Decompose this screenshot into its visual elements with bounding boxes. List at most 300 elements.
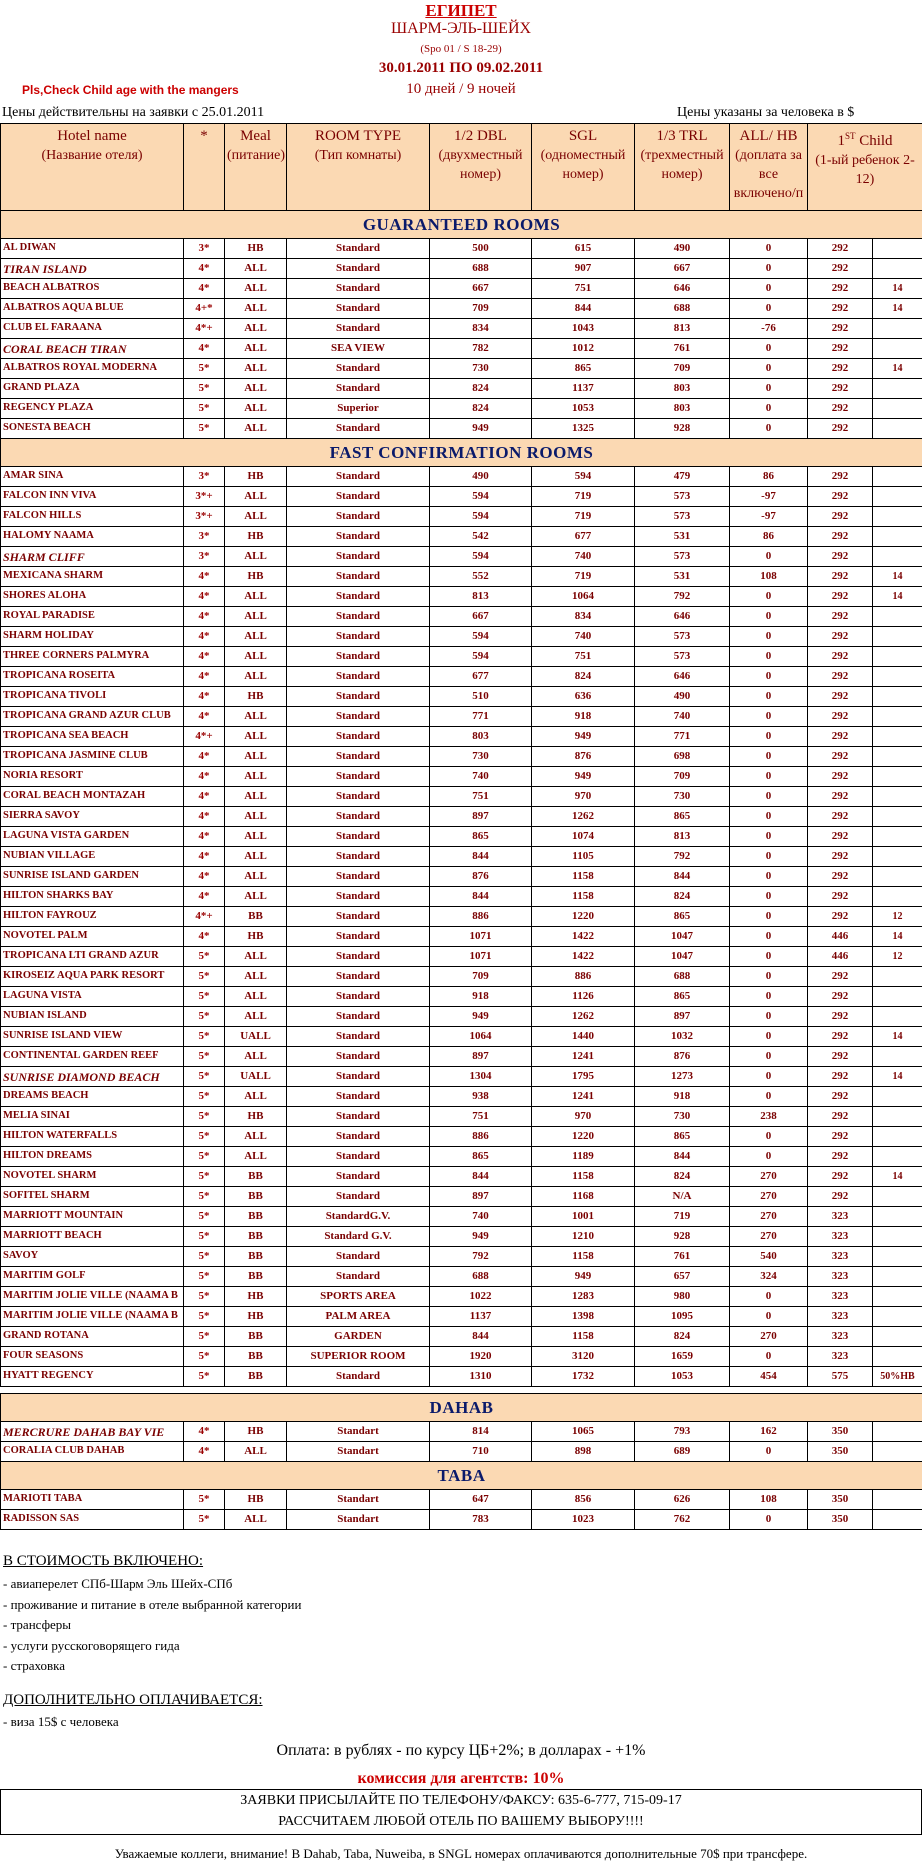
all-hb-supplement-cell: 0 [730, 707, 808, 727]
child-age-cell [873, 1490, 922, 1510]
list-item: - виза 15$ с человека [3, 1714, 119, 1729]
col-trl: 1/3 TRL (трехместный номер) [635, 124, 730, 211]
meal-cell: ALL [225, 787, 287, 807]
table-row [1, 379, 922, 399]
stars-cell: 4* [184, 627, 225, 647]
all-hb-supplement-cell: 0 [730, 867, 808, 887]
room-type-cell: Standard [287, 627, 430, 647]
hotel-name-cell: LAGUNA VISTA GARDEN [1, 827, 184, 847]
dbl-price-cell: 1071 [430, 927, 532, 947]
sgl-price-cell: 1158 [532, 1167, 635, 1187]
hotel-name-cell: HILTON DREAMS [1, 1147, 184, 1167]
trl-price-cell: 573 [635, 507, 730, 527]
trl-price-cell: 803 [635, 399, 730, 419]
sgl-price-cell: 1158 [532, 867, 635, 887]
meal-cell: ALL [225, 279, 287, 299]
meal-cell: ALL [225, 1147, 287, 1167]
sgl-price-cell: 1220 [532, 1127, 635, 1147]
table-row [1, 1227, 922, 1247]
meal-cell: BB [225, 1207, 287, 1227]
meal-cell: HB [225, 1307, 287, 1327]
table-row [1, 1207, 922, 1227]
trl-price-cell: N/A [635, 1187, 730, 1207]
table-row [1, 319, 922, 339]
hotel-name-cell: SUNRISE ISLAND VIEW [1, 1027, 184, 1047]
meal-cell: ALL [225, 259, 287, 279]
price-table [0, 123, 922, 1530]
trl-price-cell: 1273 [635, 1067, 730, 1087]
child-age-cell [873, 1422, 922, 1442]
meal-cell: UALL [225, 1027, 287, 1047]
stars-cell: 5* [184, 1027, 225, 1047]
stars-cell: 5* [184, 1267, 225, 1287]
col-sgl: SGL (одноместный номер) [532, 124, 635, 211]
dbl-price-cell: 552 [430, 567, 532, 587]
stars-cell: 5* [184, 1147, 225, 1167]
section-header [1, 1462, 922, 1490]
stars-cell: 3*+ [184, 507, 225, 527]
child-age-cell [873, 887, 922, 907]
hotel-name-cell: RADISSON SAS [1, 1510, 184, 1530]
trl-price-cell: 824 [635, 1167, 730, 1187]
room-type-cell: Standard [287, 687, 430, 707]
stars-cell: 3*+ [184, 487, 225, 507]
dbl-price-cell: 710 [430, 1442, 532, 1462]
room-type-cell: Standard [287, 379, 430, 399]
dbl-price-cell: 647 [430, 1490, 532, 1510]
room-type-cell: Standard [287, 987, 430, 1007]
meal-cell: ALL [225, 667, 287, 687]
child-age-note: Pls,Check Child age with the mangers [22, 83, 239, 97]
table-row [1, 1367, 922, 1387]
stars-cell: 5* [184, 379, 225, 399]
hotel-name-cell: HILTON FAYROUZ [1, 907, 184, 927]
trl-price-cell: 573 [635, 627, 730, 647]
stars-cell: 5* [184, 1490, 225, 1510]
all-hb-supplement-cell: 108 [730, 567, 808, 587]
stars-cell: 4* [184, 339, 225, 359]
room-type-cell: Standart [287, 1422, 430, 1442]
included-title: В СТОИМОСТЬ ВКЛЮЧЕНО: [3, 1553, 204, 1569]
child-age-cell [873, 547, 922, 567]
trl-price-cell: 709 [635, 767, 730, 787]
child-price-cell: 323 [808, 1207, 873, 1227]
table-row [1, 1307, 922, 1327]
section-title: DAHAB [1, 1394, 922, 1422]
room-type-cell: Standard [287, 1267, 430, 1287]
dbl-price-cell: 510 [430, 687, 532, 707]
dbl-price-cell: 844 [430, 887, 532, 907]
stars-cell: 3* [184, 239, 225, 259]
dbl-price-cell: 751 [430, 787, 532, 807]
room-type-cell: Superior [287, 399, 430, 419]
all-hb-supplement-cell: 0 [730, 807, 808, 827]
table-row [1, 1107, 922, 1127]
child-age-cell [873, 1227, 922, 1247]
child-price-cell: 292 [808, 1127, 873, 1147]
dbl-price-cell: 500 [430, 239, 532, 259]
stars-cell: 5* [184, 1367, 225, 1387]
hotel-name-cell: AL DIWAN [1, 239, 184, 259]
child-age-cell [873, 1307, 922, 1327]
child-price-cell: 292 [808, 647, 873, 667]
stars-cell: 5* [184, 1047, 225, 1067]
child-price-cell: 292 [808, 867, 873, 887]
stars-cell: 3* [184, 467, 225, 487]
hotel-name-cell: HYATT REGENCY [1, 1367, 184, 1387]
child-price-cell: 575 [808, 1367, 873, 1387]
sgl-price-cell: 1043 [532, 319, 635, 339]
sgl-price-cell: 1440 [532, 1027, 635, 1047]
meal-cell: ALL [225, 827, 287, 847]
all-hb-supplement-cell: -97 [730, 507, 808, 527]
hotel-name-cell: BEACH ALBATROS [1, 279, 184, 299]
hotel-name-cell: SIERRA SAVOY [1, 807, 184, 827]
child-price-cell: 446 [808, 927, 873, 947]
child-age-cell [873, 239, 922, 259]
dbl-price-cell: 1064 [430, 1027, 532, 1047]
meal-cell: ALL [225, 727, 287, 747]
hotel-name-cell: ALBATROS AQUA BLUE [1, 299, 184, 319]
dbl-price-cell: 782 [430, 339, 532, 359]
room-type-cell: Standart [287, 1510, 430, 1530]
section-title: TABA [1, 1462, 922, 1490]
trl-price-cell: 688 [635, 967, 730, 987]
all-hb-supplement-cell: 270 [730, 1187, 808, 1207]
meal-cell: ALL [225, 887, 287, 907]
contact-slogan: РАССЧИТАЕМ ЛЮБОЙ ОТЕЛЬ ПО ВАШЕМУ ВЫБОРУ!!!! [278, 1814, 644, 1829]
child-price-cell: 292 [808, 527, 873, 547]
sgl-price-cell: 1220 [532, 907, 635, 927]
child-age-cell [873, 339, 922, 359]
table-row [1, 527, 922, 547]
trl-price-cell: 1053 [635, 1367, 730, 1387]
room-type-cell: GARDEN [287, 1327, 430, 1347]
meal-cell: BB [225, 1227, 287, 1247]
table-row [1, 827, 922, 847]
meal-cell: BB [225, 1367, 287, 1387]
stars-cell: 4*+ [184, 907, 225, 927]
child-price-cell: 292 [808, 807, 873, 827]
extra-list [3, 1714, 119, 1730]
all-hb-supplement-cell: 86 [730, 467, 808, 487]
child-price-cell: 292 [808, 667, 873, 687]
trl-price-cell: 1659 [635, 1347, 730, 1367]
stars-cell: 5* [184, 967, 225, 987]
all-hb-supplement-cell: 0 [730, 587, 808, 607]
agency-commission: комиссия для агентств: 10% [357, 1770, 565, 1787]
all-hb-supplement-cell: 0 [730, 1307, 808, 1327]
stars-cell: 4*+ [184, 319, 225, 339]
meal-cell: ALL [225, 299, 287, 319]
child-price-cell: 323 [808, 1287, 873, 1307]
stars-cell: 4* [184, 807, 225, 827]
child-price-cell: 292 [808, 827, 873, 847]
room-type-cell: Standard [287, 467, 430, 487]
room-type-cell: Standard [287, 279, 430, 299]
room-type-cell: Standard [287, 707, 430, 727]
dbl-price-cell: 897 [430, 1047, 532, 1067]
child-age-cell [873, 527, 922, 547]
child-price-cell: 323 [808, 1327, 873, 1347]
dbl-price-cell: 897 [430, 1187, 532, 1207]
meal-cell: ALL [225, 379, 287, 399]
dbl-price-cell: 783 [430, 1510, 532, 1530]
table-row [1, 567, 922, 587]
sgl-price-cell: 751 [532, 279, 635, 299]
table-row [1, 399, 922, 419]
included-list [3, 1574, 301, 1677]
hotel-name-cell: CORAL BEACH TIRAN [1, 339, 184, 359]
room-type-cell: Standard [287, 1107, 430, 1127]
child-price-cell: 323 [808, 1227, 873, 1247]
sgl-price-cell: 844 [532, 299, 635, 319]
trl-price-cell: 657 [635, 1267, 730, 1287]
list-item: - услуги русскоговорящего гида [3, 1637, 180, 1653]
sgl-price-cell: 876 [532, 747, 635, 767]
child-price-cell: 292 [808, 1087, 873, 1107]
trl-price-cell: 980 [635, 1287, 730, 1307]
child-price-cell: 292 [808, 1187, 873, 1207]
dbl-price-cell: 865 [430, 827, 532, 847]
child-age-cell [873, 967, 922, 987]
contact-phone: ЗАЯВКИ ПРИСЫЛАЙТЕ ПО ТЕЛЕФОНУ/ФАКСУ: 635-6-777, 715-09-17 [240, 1793, 682, 1808]
child-age-cell [873, 727, 922, 747]
all-hb-supplement-cell: 0 [730, 787, 808, 807]
child-age-cell [873, 1007, 922, 1027]
list-item: - трансферы [3, 1617, 72, 1632]
trl-price-cell: 761 [635, 1247, 730, 1267]
stars-cell: 5* [184, 1167, 225, 1187]
meal-cell: ALL [225, 767, 287, 787]
dbl-price-cell: 824 [430, 399, 532, 419]
all-hb-supplement-cell: 454 [730, 1367, 808, 1387]
stars-cell: 5* [184, 419, 225, 439]
child-price-cell: 292 [808, 967, 873, 987]
child-age-cell [873, 867, 922, 887]
room-type-cell: Standard [287, 647, 430, 667]
room-type-cell: Standard [287, 607, 430, 627]
dbl-price-cell: 844 [430, 847, 532, 867]
meal-cell: ALL [225, 507, 287, 527]
all-hb-supplement-cell: 0 [730, 1147, 808, 1167]
trl-price-cell: 876 [635, 1047, 730, 1067]
table-row [1, 1327, 922, 1347]
room-type-cell: Standard [287, 747, 430, 767]
child-age-cell [873, 319, 922, 339]
child-price-cell: 292 [808, 587, 873, 607]
hotel-name-cell: TROPICANA JASMINE CLUB [1, 747, 184, 767]
room-type-cell: SPORTS AREA [287, 1287, 430, 1307]
stars-cell: 4* [184, 747, 225, 767]
hotel-name-cell: NORIA RESORT [1, 767, 184, 787]
child-price-cell: 292 [808, 487, 873, 507]
dbl-price-cell: 730 [430, 359, 532, 379]
dbl-price-cell: 740 [430, 767, 532, 787]
child-age-cell [873, 987, 922, 1007]
trl-price-cell: 813 [635, 319, 730, 339]
trl-price-cell: 897 [635, 1007, 730, 1027]
child-age-cell [873, 399, 922, 419]
dbl-price-cell: 1920 [430, 1347, 532, 1367]
sgl-price-cell: 1074 [532, 827, 635, 847]
all-hb-supplement-cell: 270 [730, 1227, 808, 1247]
dbl-price-cell: 1310 [430, 1367, 532, 1387]
table-row [1, 987, 922, 1007]
child-price-cell: 292 [808, 1107, 873, 1127]
child-price-cell: 292 [808, 1147, 873, 1167]
meal-cell: HB [225, 927, 287, 947]
room-type-cell: Standard [287, 1247, 430, 1267]
trl-price-cell: 490 [635, 687, 730, 707]
child-price-cell: 350 [808, 1510, 873, 1530]
room-type-cell: Standard [287, 1187, 430, 1207]
meal-cell: ALL [225, 587, 287, 607]
stars-cell: 4* [184, 927, 225, 947]
list-item: - страховка [3, 1658, 65, 1673]
section-header [1, 211, 922, 239]
sgl-price-cell: 1732 [532, 1367, 635, 1387]
child-age-cell: 12 [873, 907, 922, 927]
payment-terms: Оплата: в рублях - по курсу ЦБ+2%; в долларах - +1% [276, 1742, 646, 1759]
sgl-price-cell: 898 [532, 1442, 635, 1462]
sgl-price-cell: 1158 [532, 1327, 635, 1347]
meal-cell: BB [225, 1167, 287, 1187]
room-type-cell: Standard [287, 527, 430, 547]
all-hb-supplement-cell: 0 [730, 1067, 808, 1087]
all-hb-supplement-cell: 0 [730, 1127, 808, 1147]
all-hb-supplement-cell: 0 [730, 1007, 808, 1027]
sgl-price-cell: 1168 [532, 1187, 635, 1207]
all-hb-supplement-cell: -76 [730, 319, 808, 339]
stars-cell: 3* [184, 527, 225, 547]
stars-cell: 5* [184, 1087, 225, 1107]
meal-cell: ALL [225, 707, 287, 727]
meal-cell: ALL [225, 419, 287, 439]
room-type-cell: Standard [287, 727, 430, 747]
child-age-cell [873, 419, 922, 439]
meal-cell: ALL [225, 487, 287, 507]
child-price-cell: 292 [808, 707, 873, 727]
dbl-price-cell: 594 [430, 507, 532, 527]
child-age-cell [873, 1147, 922, 1167]
all-hb-supplement-cell: 270 [730, 1327, 808, 1347]
meal-cell: ALL [225, 1047, 287, 1067]
sgl-price-cell: 1210 [532, 1227, 635, 1247]
child-price-cell: 292 [808, 339, 873, 359]
child-price-cell: 292 [808, 359, 873, 379]
meal-cell: HB [225, 239, 287, 259]
all-hb-supplement-cell: 0 [730, 907, 808, 927]
child-age-cell [873, 1087, 922, 1107]
trl-price-cell: 824 [635, 887, 730, 907]
stars-cell: 5* [184, 1107, 225, 1127]
room-type-cell: Standard [287, 319, 430, 339]
table-row [1, 239, 922, 259]
trl-price-cell: 689 [635, 1442, 730, 1462]
hotel-name-cell: SHARM HOLIDAY [1, 627, 184, 647]
table-row [1, 1247, 922, 1267]
all-hb-supplement-cell: 0 [730, 607, 808, 627]
hotel-name-cell: TIRAN ISLAND [1, 259, 184, 279]
table-row [1, 259, 922, 279]
sgl-price-cell: 907 [532, 259, 635, 279]
sgl-price-cell: 1241 [532, 1087, 635, 1107]
child-age-cell [873, 1347, 922, 1367]
table-row [1, 1422, 922, 1442]
stars-cell: 5* [184, 1007, 225, 1027]
child-price-cell: 292 [808, 1027, 873, 1047]
table-row [1, 747, 922, 767]
table-row [1, 419, 922, 439]
room-type-cell: Standard [287, 359, 430, 379]
room-type-cell: PALM AREA [287, 1307, 430, 1327]
stars-cell: 5* [184, 1510, 225, 1530]
dbl-price-cell: 938 [430, 1087, 532, 1107]
sgl-price-cell: 1053 [532, 399, 635, 419]
meal-cell: ALL [225, 967, 287, 987]
table-row [1, 1087, 922, 1107]
trl-price-cell: 688 [635, 299, 730, 319]
meal-cell: ALL [225, 867, 287, 887]
trl-price-cell: 573 [635, 487, 730, 507]
section-header [1, 1394, 922, 1422]
spacer-cell [1, 1387, 922, 1394]
sgl-price-cell: 1064 [532, 587, 635, 607]
dbl-price-cell: 1022 [430, 1287, 532, 1307]
hotel-name-cell: MARITIM GOLF [1, 1267, 184, 1287]
hotel-name-cell: MEXICANA SHARM [1, 567, 184, 587]
child-price-cell: 292 [808, 467, 873, 487]
stars-cell: 4* [184, 847, 225, 867]
trl-price-cell: 928 [635, 419, 730, 439]
sgl-price-cell: 1262 [532, 807, 635, 827]
child-age-cell [873, 807, 922, 827]
stars-cell: 4* [184, 647, 225, 667]
hotel-name-cell: MELIA SINAI [1, 1107, 184, 1127]
room-type-cell: Standard [287, 907, 430, 927]
sgl-price-cell: 1283 [532, 1287, 635, 1307]
dbl-price-cell: 1137 [430, 1307, 532, 1327]
table-row [1, 947, 922, 967]
spo-code: (Spo 01 / S 18-29) [420, 43, 502, 55]
room-type-cell: Standard [287, 1087, 430, 1107]
stars-cell: 5* [184, 1207, 225, 1227]
sgl-price-cell: 677 [532, 527, 635, 547]
trl-price-cell: 709 [635, 359, 730, 379]
dbl-price-cell: 886 [430, 1127, 532, 1147]
list-item: - авиаперелет СПб-Шарм Эль Шейх-СПб [3, 1576, 233, 1591]
trl-price-cell: 865 [635, 907, 730, 927]
child-age-cell [873, 847, 922, 867]
child-price-cell: 292 [808, 399, 873, 419]
child-price-cell: 292 [808, 419, 873, 439]
dbl-price-cell: 771 [430, 707, 532, 727]
all-hb-supplement-cell: 0 [730, 259, 808, 279]
stars-cell: 5* [184, 987, 225, 1007]
trl-price-cell: 865 [635, 1127, 730, 1147]
all-hb-supplement-cell: 0 [730, 1347, 808, 1367]
dbl-price-cell: 594 [430, 547, 532, 567]
child-price-cell: 292 [808, 259, 873, 279]
child-age-cell [873, 627, 922, 647]
all-hb-supplement-cell: 238 [730, 1107, 808, 1127]
all-hb-supplement-cell: 0 [730, 1442, 808, 1462]
child-age-cell [873, 1327, 922, 1347]
all-hb-supplement-cell: 540 [730, 1247, 808, 1267]
child-age-cell [873, 1047, 922, 1067]
room-type-cell: Standard [287, 239, 430, 259]
